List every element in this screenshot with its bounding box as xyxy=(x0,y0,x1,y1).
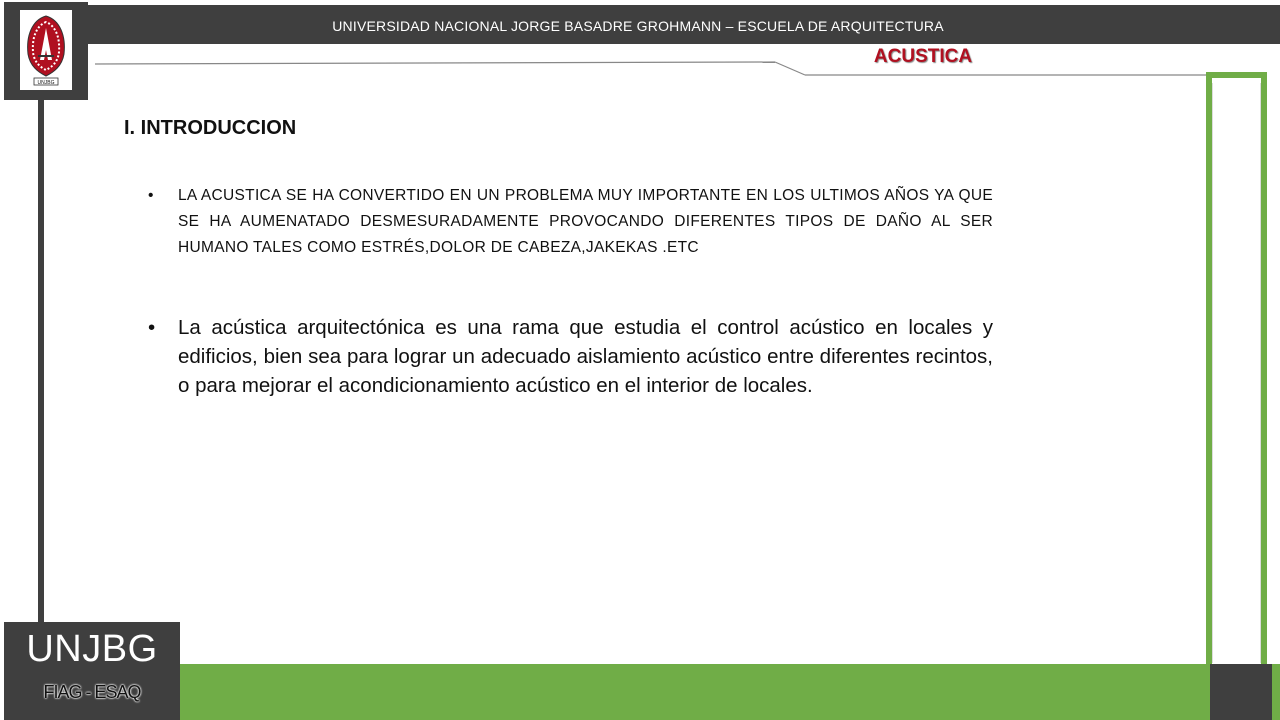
bullet-marker: • xyxy=(148,187,154,204)
institution-title: UNIVERSIDAD NACIONAL JORGE BASADRE GROHMANN – ESCUELA DE ARQUITECTURA xyxy=(332,18,944,34)
logo-label: UNJBG xyxy=(37,80,55,86)
list-item xyxy=(148,313,993,400)
footer-corner-block xyxy=(1210,664,1272,720)
bullet-marker: • xyxy=(148,316,156,339)
header-divider xyxy=(0,0,1280,100)
intro-heading: I. INTRODUCCION xyxy=(124,117,297,139)
footer-brand-main: UNJBG xyxy=(26,628,158,670)
left-vertical-rule xyxy=(38,100,44,625)
footer-brand-sub: FIAG - ESAQ xyxy=(43,682,141,702)
footer-band xyxy=(180,664,1280,720)
right-green-frame xyxy=(1206,72,1267,672)
list-item xyxy=(148,183,993,261)
section-title: ACUSTICA xyxy=(873,46,973,67)
bullet-text: La acústica arquitectónica es una rama que estudia el control acústico en locales y edificios, bien sea para lograr un adecuado aislamiento acústico entre diferentes recintos, o para mejorar el acondicionamiento acústico en el interior de locales. xyxy=(178,316,993,397)
bullet-text: LA ACUSTICA SE HA CONVERTIDO EN UN PROBLEMA MUY IMPORTANTE EN LOS ULTIMOS AÑOS YA QUE SE HA AUMENATADO DESMESURADAMENTE PROVOCANDO DIFERENTES TIPOS DE DAÑO AL SER HUMANO TALES COMO ESTRÉS,DOLOR DE CABEZA,JAKEKAS .ETC xyxy=(178,187,993,256)
